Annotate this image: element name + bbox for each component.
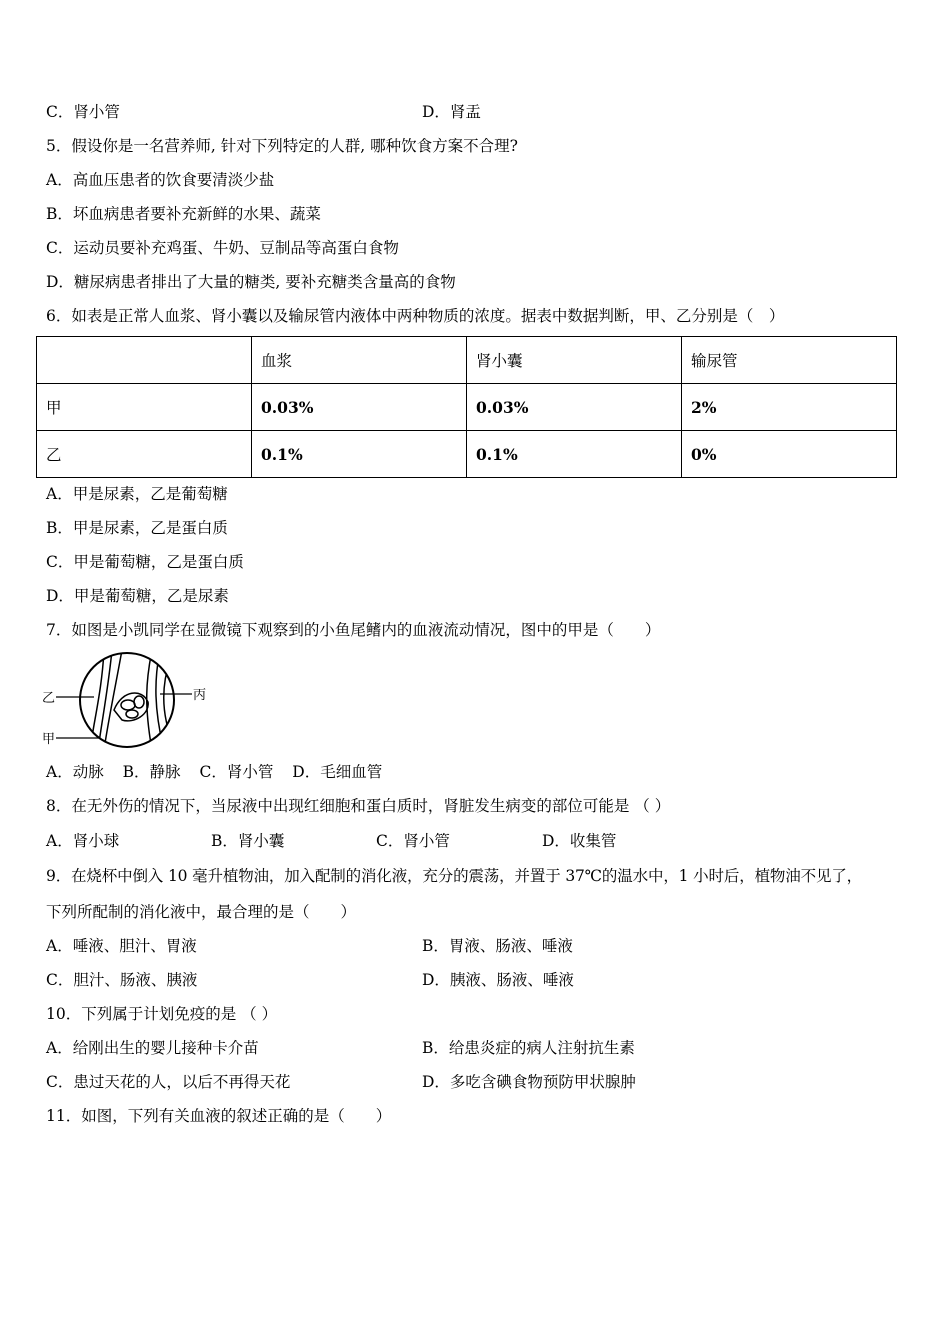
table-header-cell: 肾小囊 (467, 337, 682, 384)
q5-option-d: D．糖尿病患者排出了大量的糖类, 要补充糖类含量高的食物 (46, 273, 456, 291)
q6-option-d: D．甲是葡萄糖，乙是尿素 (46, 587, 229, 605)
q6-table (36, 336, 897, 478)
q4-option-row (46, 102, 481, 122)
q9-option-row-2 (46, 970, 574, 990)
q6-option-c: C．甲是葡萄糖，乙是蛋白质 (46, 553, 244, 571)
q10-option-c: C．患过天花的人，以后不再得天花 (46, 1073, 291, 1091)
q7-options (46, 762, 396, 782)
q5-option-c: C．运动员要补充鸡蛋、牛奶、豆制品等高蛋白食物 (46, 239, 399, 257)
q7-stem: 7．如图是小凯同学在显微镜下观察到的小鱼尾鳍内的血液流动情况，图中的甲是（ ） (46, 621, 661, 639)
table-cell: 0.1% (467, 431, 682, 478)
table-row (37, 431, 897, 478)
q5-option-a: A．高血压患者的饮食要清淡少盐 (46, 171, 275, 189)
table-cell: 甲 (37, 384, 252, 431)
table-cell: 2% (682, 384, 897, 431)
q8-option-d: D．收集管 (542, 832, 617, 850)
table-header-cell: 血浆 (252, 337, 467, 384)
q9-option-b: B．胃液、肠液、唾液 (422, 937, 573, 955)
table-cell: 0.1% (252, 431, 467, 478)
q9-option-row-1 (46, 936, 573, 956)
fig-label-bing: 丙 (193, 688, 207, 703)
q10-option-row-2 (46, 1072, 636, 1092)
q10-option-d: D．多吃含碘食物预防甲状腺肿 (422, 1073, 636, 1091)
q10-option-a: A．给刚出生的婴儿接种卡介苗 (46, 1039, 259, 1057)
q8-stem: 8．在无外伤的情况下，当尿液中出现红细胞和蛋白质时，肾脏发生病变的部位可能是 （ ） (46, 797, 671, 815)
fig-label-yi: 乙 (42, 691, 56, 706)
q7-option-d: D．毛细血管 (292, 763, 383, 781)
q4-option-c: C．肾小管 (46, 103, 120, 121)
q10-option-row-1 (46, 1038, 635, 1058)
q6-option-b: B．甲是尿素，乙是蛋白质 (46, 519, 228, 537)
q5-option-b: B．坏血病患者要补充新鲜的水果、蔬菜 (46, 205, 321, 223)
table-cell: 0.03% (467, 384, 682, 431)
table-cell: 乙 (37, 431, 252, 478)
q5-stem: 5．假设你是一名营养师, 针对下列特定的人群, 哪种饮食方案不合理? (46, 137, 518, 155)
fig-label-jia: 甲 (42, 732, 56, 747)
q6-stem: 6．如表是正常人血浆、肾小囊以及输尿管内液体中两种物质的浓度。据表中数据判断，甲、乙分别是（ ） (46, 307, 785, 325)
q8-option-b: B．肾小囊 (211, 832, 285, 850)
q7-option-b: B．静脉 (122, 763, 181, 781)
q6-option-a: A．甲是尿素，乙是葡萄糖 (46, 485, 228, 503)
q10-option-b: B．给患炎症的病人注射抗生素 (422, 1039, 635, 1057)
table-row (37, 384, 897, 431)
table-cell: 0% (682, 431, 897, 478)
q7-option-a: A．动脉 (46, 763, 104, 781)
q9-option-c: C．胆汁、肠液、胰液 (46, 971, 198, 989)
q9-option-a: A．唾液、胆汁、胃液 (46, 937, 197, 955)
table-cell: 0.03% (252, 384, 467, 431)
q11-stem: 11．如图，下列有关血液的叙述正确的是（ ） (46, 1107, 392, 1125)
q4-option-d: D．肾盂 (422, 103, 481, 121)
q8-option-c: C．肾小管 (376, 832, 450, 850)
q9-stem-line2: 下列所配制的消化液中，最合理的是（ ） (46, 903, 357, 921)
microscope-blood-flow-figure (42, 650, 222, 750)
table-header-cell: 输尿管 (682, 337, 897, 384)
q9-option-d: D．胰液、肠液、唾液 (422, 971, 574, 989)
q8-option-a: A．肾小球 (46, 832, 120, 850)
table-header-row (37, 337, 897, 384)
q9-stem-line1: 9．在烧杯中倒入 10 毫升植物油，加入配制的消化液，充分的震荡，并置于 37℃的温水中，1 小时后，植物油不见了， (46, 867, 863, 885)
q7-option-c: C．肾小管 (199, 763, 274, 781)
table-header-cell (37, 337, 252, 384)
q10-stem: 10．下列属于计划免疫的是 （ ） (46, 1005, 278, 1023)
